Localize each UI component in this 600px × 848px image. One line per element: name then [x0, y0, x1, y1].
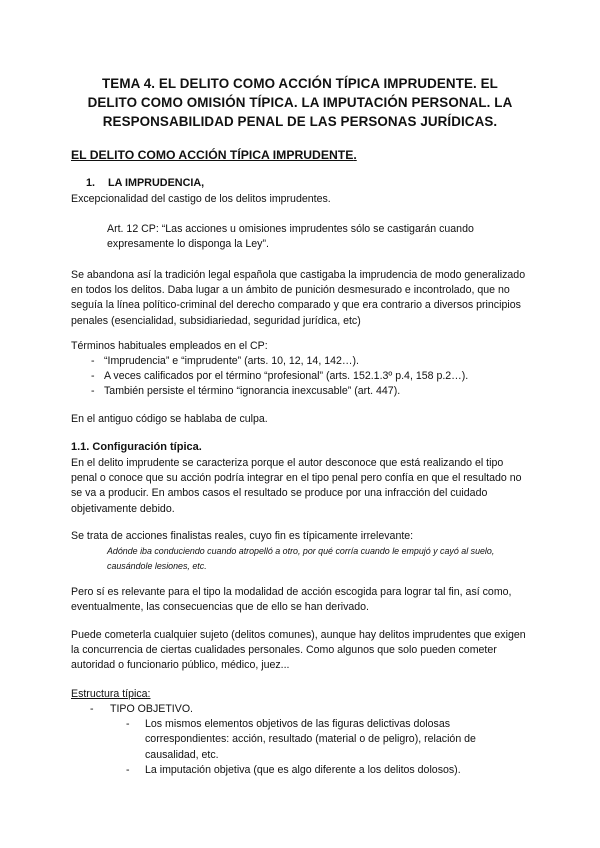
title-line-2: DELITO COMO OMISIÓN TÍPICA. LA IMPUTACIÓN PERSONAL. LA: [87, 95, 513, 110]
list-item: - A veces calificados por el término “profesional” (arts. 152.1.3º p.4, 158 p.2…).: [71, 369, 529, 384]
heading-text: LA IMPRUDENCIA,: [108, 177, 205, 189]
paragraph-finalistas: Se trata de acciones finalistas reales, cuyo fin es típicamente irrelevante:: [71, 530, 414, 542]
italic-example: Adónde iba conduciendo cuando atropelló a otro, por qué corría cuando le empujó y cayó al suelo, causándole lesiones, etc.: [107, 546, 495, 571]
terms-list: [71, 354, 529, 400]
estructura-list: [71, 702, 529, 778]
quote-art-12: Art. 12 CP: “Las acciones u omisiones imprudentes sólo se castigarán cuando expresamente lo disponga la Ley”.: [107, 223, 474, 251]
paragraph-sujeto: Puede cometerla cualquier sujeto (delitos comunes), aunque hay delitos imprudentes que exigen la concurrencia de ciertas cualidades personales. Como algunos que solo pueden cometer autoridad o funcionario público, médico, juez...: [71, 629, 526, 672]
intro-paragraph: Excepcionalidad del castigo de los delitos imprudentes.: [71, 193, 331, 205]
paragraph-abandona: Se abandona así la tradición legal española que castigaba la imprudencia de modo generalizado en todos los delitos. Daba lugar a un ámbito de punición desmesurado e incontrolado, que no seguía la línea político-criminal del derecho comparado y que era contrario a diversos principios penales (esencialidad, subsidiariedad, seguridad jurídica, etc): [71, 269, 526, 327]
estructura-label: Estructura típica:: [71, 688, 151, 700]
terms-intro: Términos habituales empleados en el CP:: [71, 340, 268, 352]
page-title: [71, 74, 529, 131]
list-item: - También persiste el término “ignorancia inexcusable” (art. 447).: [71, 384, 529, 399]
list-item-label: TIPO OBJETIVO.: [110, 703, 193, 715]
subheading-configuracion: 1.1. Configuración típica.: [71, 441, 202, 453]
section-heading: [71, 148, 357, 162]
paragraph-relevante: Pero sí es relevante para el tipo la modalidad de acción escogida para lograr tal fin, así como, eventualmente, las consecuencias que de ello se han derivado.: [71, 586, 512, 614]
estructura-sublist: [110, 717, 529, 778]
section-heading-dot: .: [353, 148, 357, 162]
title-line-3: RESPONSABILIDAD PENAL DE LAS PERSONAS JURÍDICAS.: [102, 114, 498, 129]
list-item-tipo-objetivo: [71, 702, 529, 778]
paragraph-configuracion: En el delito imprudente se caracteriza porque el autor desconoce que está realizando el tipo penal o conoce que su acción podría integrar en el tipo penal pero confía en que el resultado no se va a producir. En ambos casos el resultado se produce por una infracción del cuidado objetivamente debido.: [71, 457, 522, 515]
paragraph-antiguo: En el antiguo código se hablaba de culpa.: [71, 413, 268, 425]
heading-imprudencia: [86, 177, 204, 189]
title-line-1: TEMA 4. EL DELITO COMO ACCIÓN TÍPICA IMPRUDENTE. EL: [102, 76, 498, 91]
list-item: - “Imprudencia” e “imprudente” (arts. 10, 12, 14, 142…).: [71, 354, 529, 369]
list-item: - Los mismos elementos objetivos de las figuras delictivas dolosas correspondientes: acción, resultado (material o de peligro), relación de causalidad, etc.: [110, 717, 529, 763]
section-heading-text: EL DELITO COMO ACCIÓN TÍPICA IMPRUDENTE: [71, 148, 354, 162]
list-item: - La imputación objetiva (que es algo diferente a los delitos dolosos).: [110, 763, 529, 778]
heading-number: 1.: [86, 177, 96, 189]
